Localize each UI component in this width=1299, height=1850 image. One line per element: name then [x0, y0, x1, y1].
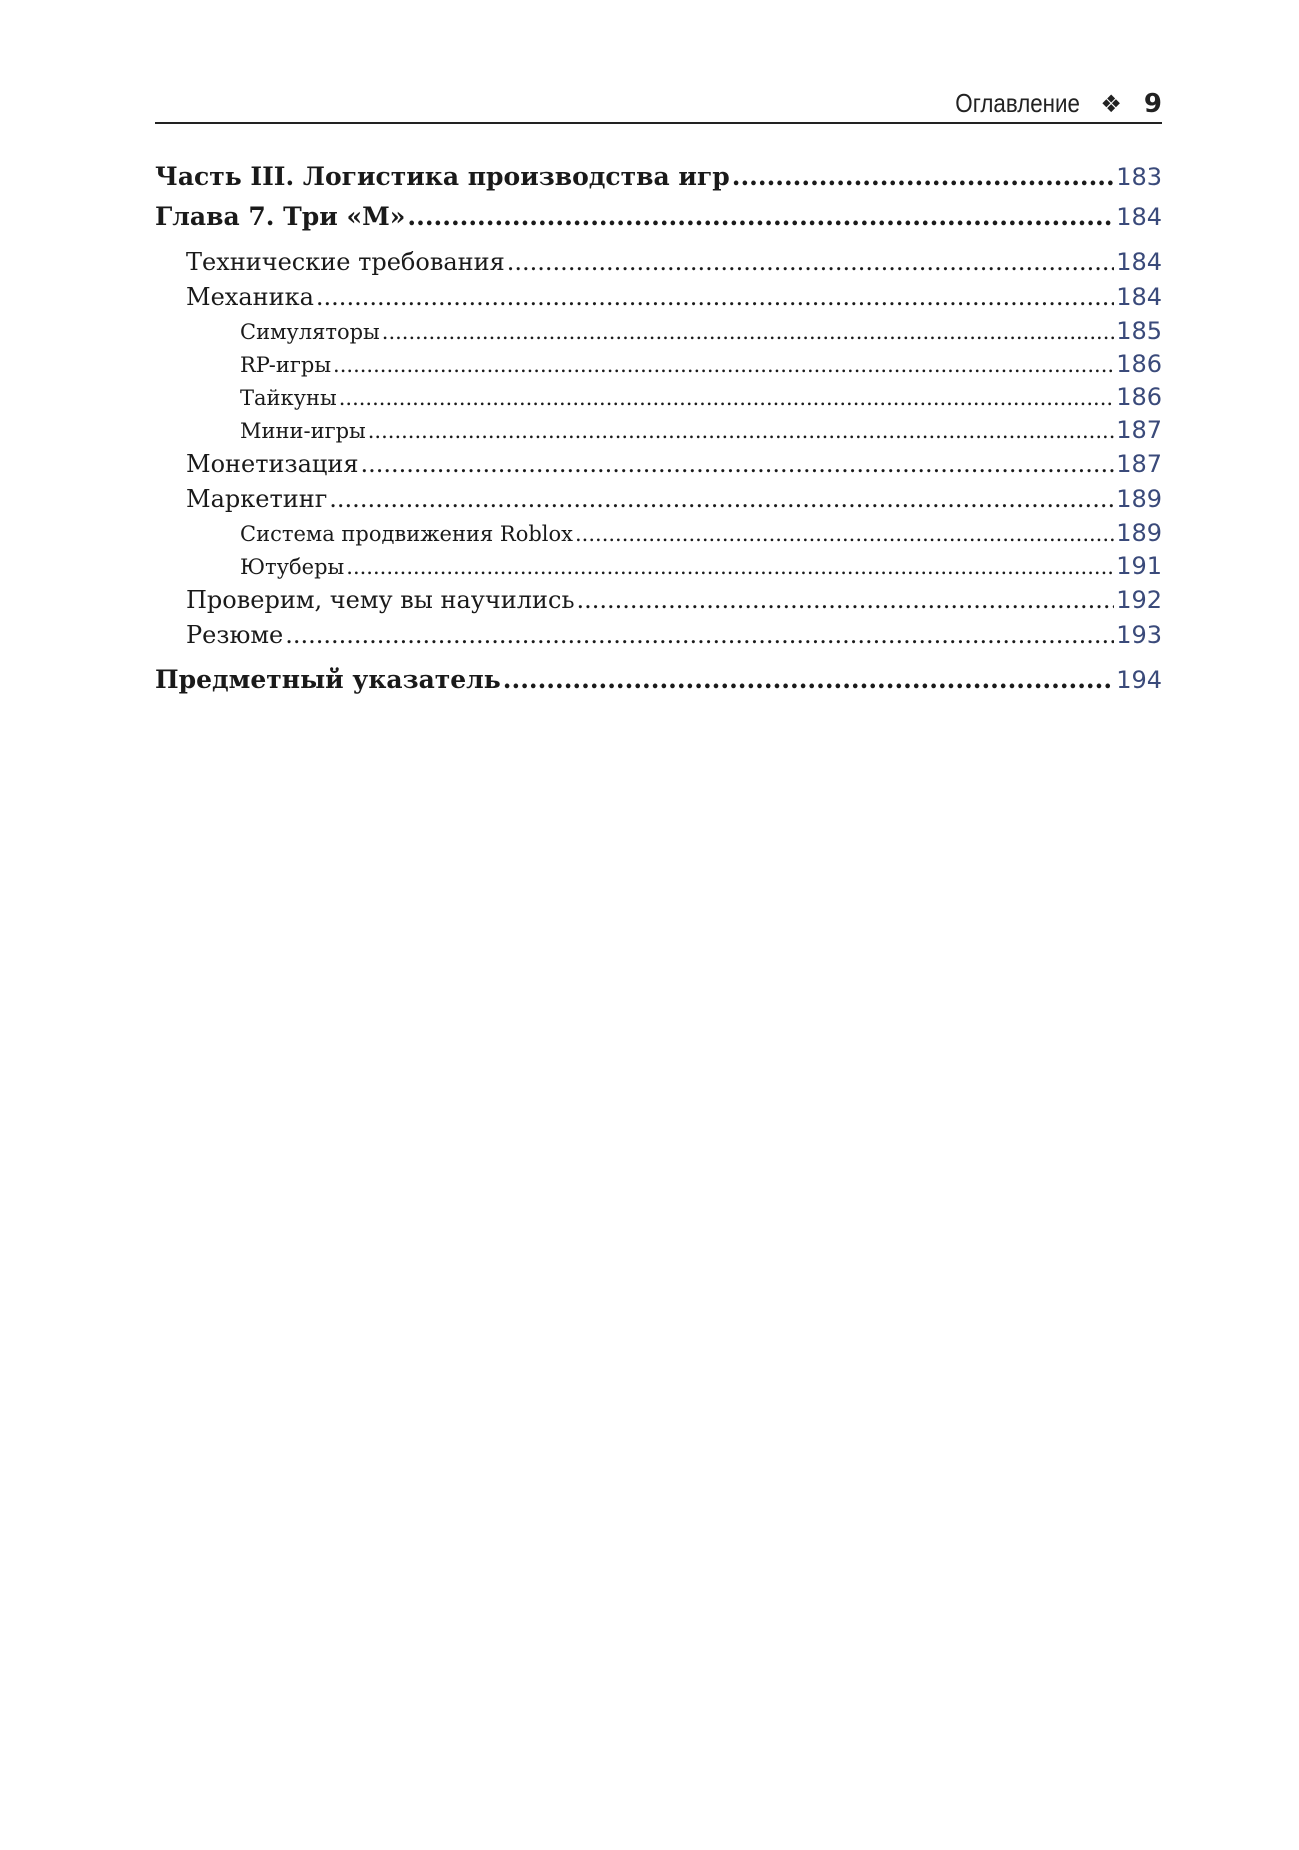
- ornament-icon: ❖: [1100, 90, 1122, 118]
- toc-entry-page: 194: [1116, 666, 1162, 694]
- toc-entry-title: Тайкуны: [240, 386, 337, 410]
- header-title: Оглавление: [955, 88, 1081, 118]
- toc-entry-page: 193: [1116, 621, 1162, 649]
- toc-entry-page: 187: [1116, 416, 1162, 444]
- toc-entry-page: 186: [1116, 383, 1162, 411]
- toc-entry-page: 184: [1116, 248, 1162, 276]
- toc-entry[interactable]: [155, 317, 1162, 345]
- toc-entry[interactable]: [155, 665, 1162, 694]
- toc-entry[interactable]: [155, 248, 1162, 276]
- toc-entry[interactable]: [155, 202, 1162, 231]
- toc-entry-title: Ютуберы: [240, 555, 345, 579]
- toc-entry-title: Монетизация: [186, 450, 359, 478]
- toc-entry-page: 184: [1116, 283, 1162, 311]
- toc-entry-title: Система продвижения Roblox: [240, 522, 573, 546]
- toc-leader-dots: [732, 162, 1114, 191]
- toc-entry-page: 186: [1116, 350, 1162, 378]
- toc-entry-title: Маркетинг: [186, 485, 328, 513]
- toc-entry[interactable]: [155, 586, 1162, 614]
- toc-entry[interactable]: [155, 416, 1162, 444]
- toc-entry-page: 192: [1116, 586, 1162, 614]
- toc-entry-page: 185: [1116, 317, 1162, 345]
- toc-leader-dots: [577, 586, 1115, 614]
- running-header: [155, 84, 1162, 124]
- toc-entry-title: Проверим, чему вы научились: [186, 586, 575, 614]
- toc-leader-dots: [407, 202, 1114, 231]
- toc-entry-title: Симуляторы: [240, 320, 380, 344]
- toc-entry-title: Технические требования: [186, 248, 505, 276]
- toc-entry[interactable]: [155, 162, 1162, 191]
- toc-leader-dots: [368, 419, 1114, 443]
- toc-leader-dots: [285, 621, 1114, 649]
- toc-entry[interactable]: [155, 485, 1162, 513]
- toc-entry[interactable]: [155, 450, 1162, 478]
- toc-entry-title: Предметный указатель: [155, 665, 501, 694]
- toc-entry-page: 191: [1116, 552, 1162, 580]
- toc-entry-page: 184: [1116, 203, 1162, 231]
- toc-entry-title: Мини-игры: [240, 419, 366, 443]
- toc-leader-dots: [329, 485, 1114, 513]
- toc-leader-dots: [339, 386, 1114, 410]
- toc-entry-title: Механика: [186, 283, 314, 311]
- toc-leader-dots: [507, 248, 1114, 276]
- toc-entry[interactable]: [155, 552, 1162, 580]
- toc-entry[interactable]: [155, 621, 1162, 649]
- toc-entry-page: 183: [1116, 163, 1162, 191]
- toc-entry[interactable]: [155, 519, 1162, 547]
- toc-leader-dots: [382, 320, 1114, 344]
- toc-entry-title: Часть III. Логистика производства игр: [155, 162, 730, 191]
- toc-leader-dots: [333, 353, 1114, 377]
- toc-entry[interactable]: [155, 383, 1162, 411]
- toc-leader-dots: [346, 555, 1114, 579]
- toc-leader-dots: [360, 450, 1114, 478]
- page-number: 9: [1143, 89, 1162, 119]
- toc-leader-dots: [316, 283, 1114, 311]
- toc-entry-title: Резюме: [186, 621, 284, 649]
- header-right: [935, 88, 1162, 119]
- toc-entry-page: 189: [1116, 485, 1162, 513]
- toc-leader-dots: [575, 522, 1114, 546]
- toc-entry-title: Глава 7. Три «М»: [155, 202, 406, 231]
- toc-entry-page: 189: [1116, 519, 1162, 547]
- toc-entry-title: RP-игры: [240, 353, 332, 377]
- toc-entry-page: 187: [1116, 450, 1162, 478]
- toc-entry[interactable]: [155, 283, 1162, 311]
- toc-leader-dots: [503, 665, 1114, 694]
- toc-entry[interactable]: [155, 350, 1162, 378]
